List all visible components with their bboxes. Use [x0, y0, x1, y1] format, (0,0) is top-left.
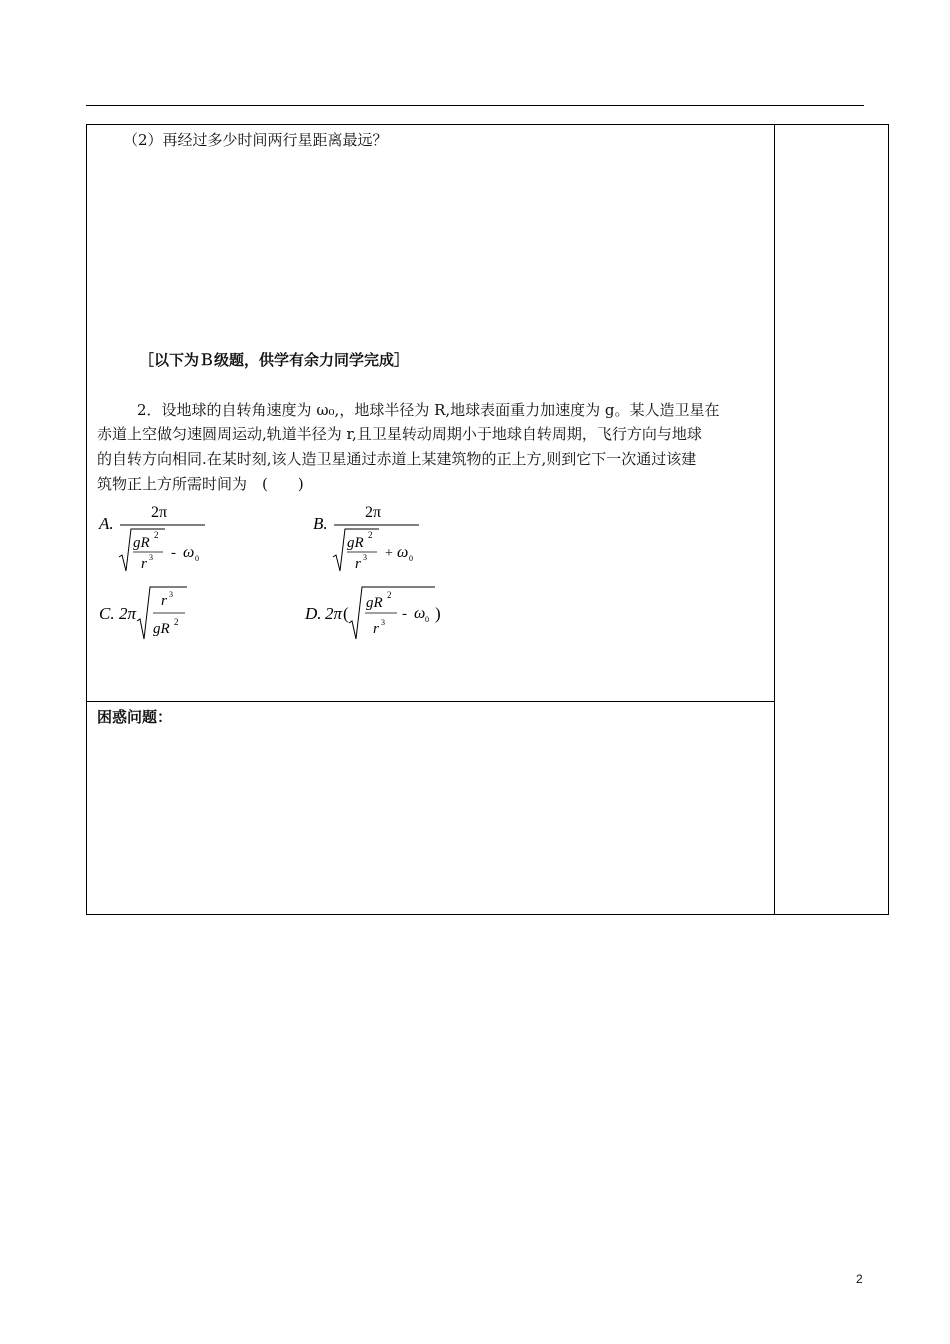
svg-text:2π: 2π: [325, 604, 343, 623]
svg-text:3: 3: [169, 590, 173, 599]
option-c-label: C.: [99, 604, 115, 623]
confusion-label: 困惑问题：: [97, 708, 173, 726]
svg-text:-: -: [402, 606, 407, 622]
problem2-line-3: 的自转方向相同.在某时刻,该人造卫星通过赤道上某建筑物的正上方,则到它下一次通过该建: [97, 450, 697, 468]
svg-text:+: +: [385, 546, 393, 561]
row-divider: [87, 701, 774, 702]
svg-text:r: r: [141, 556, 147, 572]
svg-text:ω: ω: [414, 605, 426, 622]
svg-text:gR: gR: [153, 621, 170, 637]
option-b-label: B.: [313, 514, 328, 533]
problem2-line-1: 2．设地球的自转角速度为 ω₀,，地球半径为 R,地球表面重力加速度为 g。某人造卫星在: [137, 401, 720, 419]
svg-text:r: r: [373, 621, 379, 637]
svg-text:0: 0: [425, 615, 429, 624]
svg-text:): ): [435, 604, 441, 623]
svg-text:3: 3: [363, 553, 367, 562]
page-number: 2: [856, 1272, 863, 1286]
svg-text:0: 0: [195, 554, 199, 563]
svg-text:r: r: [161, 593, 167, 609]
svg-text:ω: ω: [397, 544, 409, 561]
svg-text:2π: 2π: [119, 604, 137, 623]
problem2-line-4: 筑物正上方所需时间为 ( ): [97, 475, 304, 493]
svg-text:2: 2: [368, 530, 373, 540]
svg-text:2: 2: [154, 530, 159, 540]
level-b-heading: ［以下为Ｂ级题，供学有余力同学完成］: [139, 351, 410, 369]
svg-text:2: 2: [387, 590, 392, 600]
option-d-label: D.: [305, 604, 322, 623]
option-a-numerator: 2π: [151, 504, 168, 521]
svg-text:0: 0: [409, 554, 413, 563]
option-b-formula: [309, 499, 439, 579]
option-a-label: A.: [99, 514, 114, 533]
problem2-line-2: 赤道上空做匀速圆周运动,轨道半径为 r,且卫星转动周期小于地球自转周期，飞行方向与地球: [97, 425, 702, 443]
svg-text:3: 3: [381, 618, 385, 627]
svg-text:r: r: [355, 556, 361, 572]
worksheet-table: [86, 124, 889, 915]
option-b-numerator: 2π: [365, 504, 382, 521]
svg-text:2: 2: [174, 617, 179, 627]
svg-text:gR: gR: [366, 595, 383, 611]
option-d-formula: [301, 583, 451, 645]
option-a-gr: gR: [133, 535, 150, 551]
svg-text:ω: ω: [183, 544, 195, 561]
header-rule: [86, 105, 864, 106]
svg-text:(: (: [343, 604, 349, 623]
question2-sub-text: （2）再经过多少时间两行星距离最远？: [123, 131, 388, 149]
column-divider: [774, 125, 775, 914]
option-c-formula: [95, 583, 215, 645]
svg-text:gR: gR: [347, 535, 364, 551]
option-a-formula: [95, 499, 225, 579]
svg-text:3: 3: [149, 553, 153, 562]
svg-text:-: -: [171, 545, 176, 561]
